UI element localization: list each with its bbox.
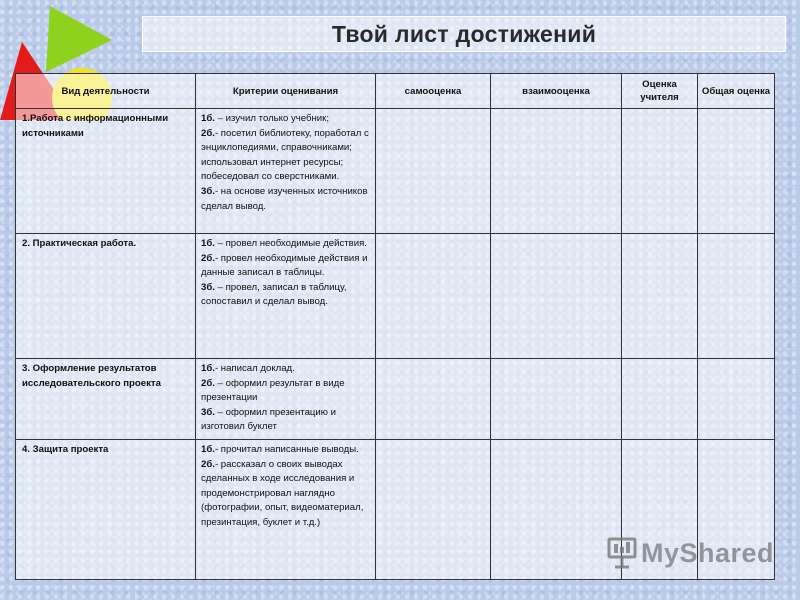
activity-cell: 2. Практическая работа. xyxy=(16,234,196,359)
teacher-grade-cell[interactable] xyxy=(622,359,698,440)
criteria-cell xyxy=(196,440,376,580)
activity-cell: 3. Оформление результатов исследовательского проекта xyxy=(16,359,196,440)
table-header-row xyxy=(16,74,775,109)
self-assessment-cell[interactable] xyxy=(376,359,491,440)
teacher-grade-cell[interactable] xyxy=(622,234,698,359)
criterion-line: 2б.- провел необходимые действия и данные записал в таблицы. xyxy=(201,252,368,279)
table-row xyxy=(16,109,775,234)
total-grade-cell[interactable] xyxy=(698,359,775,440)
title-banner xyxy=(142,16,786,52)
total-grade-cell[interactable] xyxy=(698,234,775,359)
header-teacher-grade: Оценка учителя xyxy=(622,74,698,109)
peer-assessment-cell[interactable] xyxy=(491,440,622,580)
teacher-grade-cell[interactable] xyxy=(622,109,698,234)
criterion-line: 2б. – оформил результат в виде презентации xyxy=(201,377,345,404)
criterion-line: 3б. – оформил презентацию и изготовил буклет xyxy=(201,406,336,433)
watermark-text: MyShared xyxy=(641,537,775,568)
criterion-line: 2б.- рассказал о своих выводах сделанных в ходе исследования и продемонстрировал наглядно (фотографии, опыт, видеоматериал, презинтация, буклет и т.д.) xyxy=(201,458,364,528)
achievement-table xyxy=(15,73,775,580)
header-self-assessment: самооценка xyxy=(376,74,491,109)
table-row xyxy=(16,234,775,359)
header-peer-assessment: взаимооценка xyxy=(491,74,622,109)
criterion-line: 1б.- написал доклад. xyxy=(201,363,295,374)
self-assessment-cell[interactable] xyxy=(376,234,491,359)
self-assessment-cell[interactable] xyxy=(376,109,491,234)
criteria-cell xyxy=(196,109,376,234)
self-assessment-cell[interactable] xyxy=(376,440,491,580)
criteria-cell xyxy=(196,234,376,359)
peer-assessment-cell[interactable] xyxy=(491,109,622,234)
activity-cell: 1.Работа с информационными источниками xyxy=(16,109,196,234)
watermark xyxy=(607,537,774,569)
criterion-line: 3б.- на основе изученных источников сделал вывод. xyxy=(201,185,368,212)
peer-assessment-cell[interactable] xyxy=(491,359,622,440)
header-criteria: Критерии оценивания xyxy=(196,74,376,109)
total-grade-cell[interactable] xyxy=(698,109,775,234)
page-title: Твой лист достижений xyxy=(331,20,597,47)
criterion-line: 1б.- прочитал написанные выводы. xyxy=(201,444,359,455)
green-triangle-shape xyxy=(46,6,112,72)
criterion-line: 3б. – провел, записал в таблицу, сопоставил и сделал вывод. xyxy=(201,281,347,308)
header-activity: Вид деятельности xyxy=(16,74,196,109)
presentation-board-icon xyxy=(607,537,637,569)
criterion-line: 1б. – провел необходимые действия. xyxy=(201,238,367,249)
peer-assessment-cell[interactable] xyxy=(491,234,622,359)
criteria-cell xyxy=(196,359,376,440)
criterion-line: 1б. – изучил только учебник; xyxy=(201,113,330,124)
criterion-line: 2б.- посетил библиотеку, поработал с энциклопедиями, справочниками; использовал интернет ресурсы; побеседовал со сверстниками. xyxy=(201,127,369,183)
table-row xyxy=(16,359,775,440)
header-total-grade: Общая оценка xyxy=(698,74,775,109)
activity-cell: 4. Защита проекта xyxy=(16,440,196,580)
